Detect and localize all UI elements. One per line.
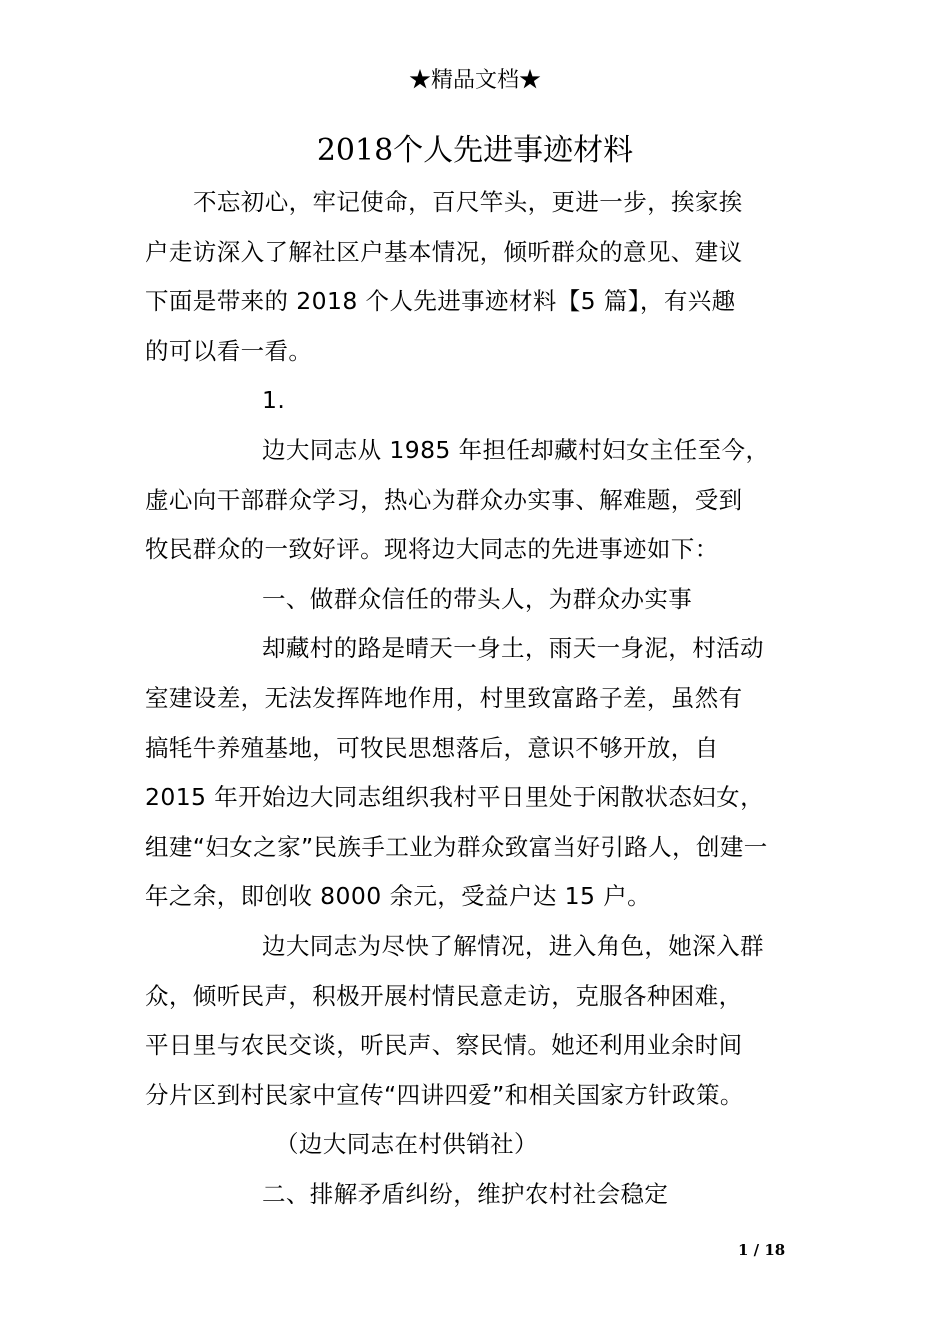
text-line: 分片区到村民家中宣传“四讲四爱”和相关国家方针政策。: [145, 1080, 744, 1109]
text-line: 的可以看一看。: [145, 336, 313, 365]
text-line: 牧民群众的一致好评。现将边大同志的先进事迹如下：: [145, 535, 719, 564]
section-number: 1.: [262, 386, 286, 415]
text-line: 年之余，即创收 8000 余元，受益户达 15 户。: [145, 882, 651, 911]
text-line: 下面是带来的 2018 个人先进事迹材料【5 篇】，有兴趣: [145, 287, 736, 316]
section-heading: 一、做群众信任的带头人，为群众办实事: [262, 584, 693, 613]
text-line: 不忘初心，牢记使命，百尺竿头，更进一步，挨家挨: [193, 188, 743, 216]
text-line: 却藏村的路是晴天一身土，雨天一身泥，村活动: [262, 634, 764, 663]
text-line: 搞牦牛养殖基地，可牧民思想落后，意识不够开放，自: [145, 733, 719, 762]
page-number: 1 / 18: [738, 1241, 786, 1259]
section-heading: 二、排解矛盾纠纷，维护农村社会稳定: [262, 1179, 669, 1208]
document-title: 2018个人先进事迹材料: [316, 133, 634, 168]
text-line: 众，倾听民声，积极开展村情民意走访，克服各种困难，: [145, 981, 743, 1010]
text-line: 组建“妇女之家”民族手工业为群众致富当好引路人，创建一: [145, 832, 768, 861]
image-caption: （边大同志在村供销社）: [275, 1130, 538, 1159]
text-line: 户走访深入了解社区户基本情况，倾听群众的意见、建议: [145, 237, 743, 266]
text-line: 室建设差，无法发挥阵地作用，村里致富路子差，虽然有: [145, 683, 743, 712]
text-line: 虚心向干部群众学习，热心为群众办实事、解难题，受到: [145, 485, 743, 514]
document-body: [145, 178, 813, 1219]
text-line: 平日里与农民交谈，听民声、察民情。她还利用业余时间: [145, 1031, 743, 1060]
text-line: 2015 年开始边大同志组织我村平日里处于闲散状态妇女，: [145, 783, 764, 812]
text-line: 边大同志为尽快了解情况，进入角色，她深入群: [262, 931, 764, 960]
text-line: 边大同志从 1985 年担任却藏村妇女主任至今，: [262, 435, 770, 464]
page-header: ★精品文档★: [408, 68, 541, 93]
